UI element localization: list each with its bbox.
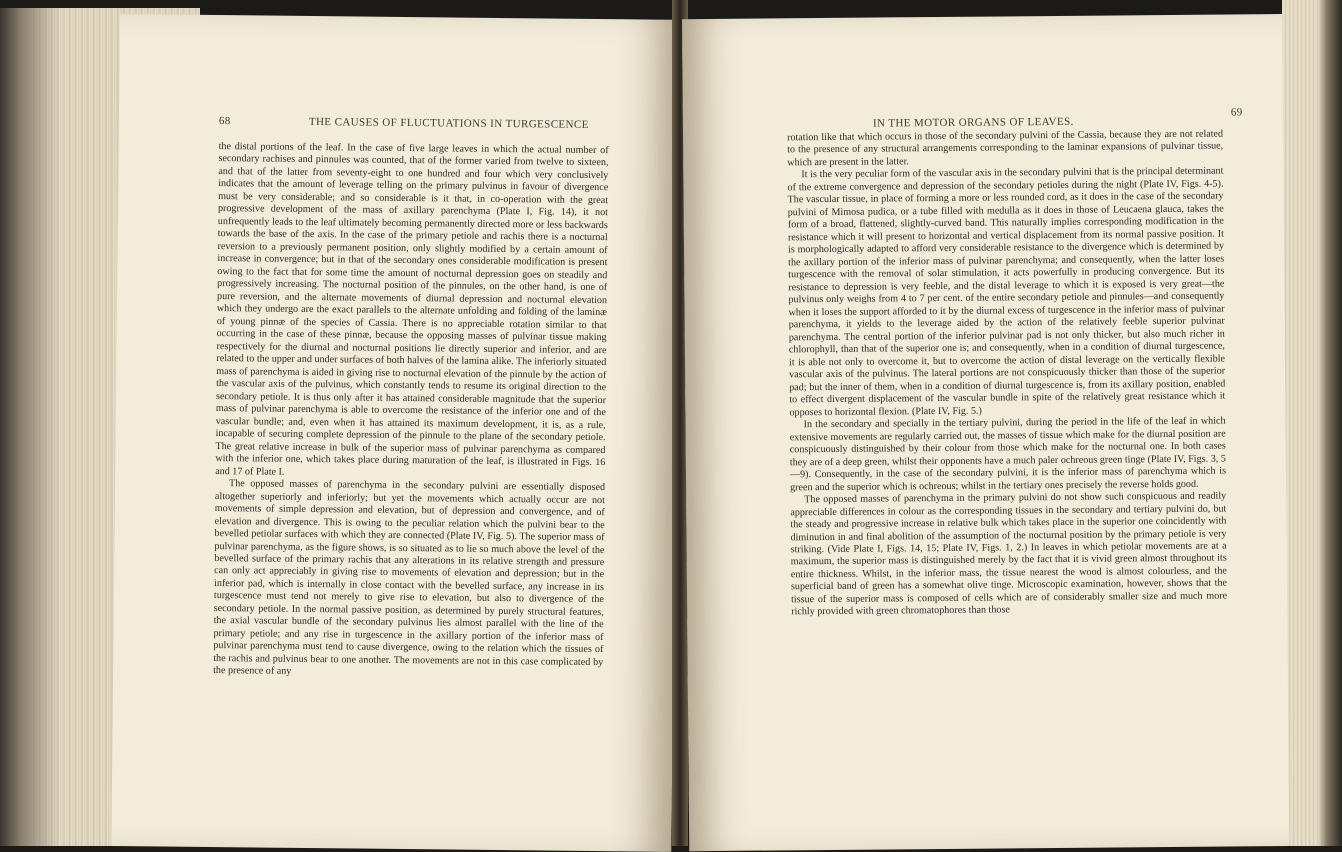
left-cover-shadow: [0, 8, 60, 846]
paragraph: In the secondary and specially in the tertiary pulvini, during the period in the life of the leaf in which extensive movements are regularly carried out, the masses of tissue which make for the diurnal position are conspicuously distinguished by their colour from those which make for the nocturnal one. In both cases they are of a deep green, whilst their opponents have a much paler ochreous green tinge (Plate IV, Figs. 3, 5—9). Consequently, in the case of the secondary pulvini, it is the inferior mass of parenchyma which is green and the superior which is ochreous; whilst in the tertiary ones precisely the reverse holds good.: [789, 415, 1227, 493]
left-page: [111, 14, 680, 852]
right-page: [682, 14, 1289, 851]
right-running-head: IN THE MOTOR ORGANS OF LEAVES.: [872, 115, 1074, 130]
paragraph: The opposed masses of parenchyma in the primary pulvini do not show such conspicuous and readily appreciable differences in colour as the corresponding tissues in the secondary and tertiary pulvini do, but the steady and progressive increase in relative bulk which takes place in the superior one coincidently with diminution in and final abolition of the assumption of the nocturnal position by the primary petiole is very striking. (Vide Plate I, Figs. 14, 15; Plate IV, Figs. 1, 2.) In leaves in which petiolar movements are at a maximum, the superior mass is distinguished merely by the fact that it is vivid green almost throughout its entire thickness. Whilst, in the inferior mass, the tissue nearest the wood is almost colourless, and the superficial band of green has a somewhat olive tinge. Microscopic examination, however, shows that the tissue of the superior mass is composed of cells which are of considerably smaller size and much more richly provided with green chromatophores than those: [790, 490, 1228, 618]
right-page-body: [787, 129, 1227, 620]
paragraph: rotation like that which occurs in those of the secondary pulvini of the Cassia, because they are not related to the presence of any structural arrangements corresponding to the laminar expansions of pulvinar tissue, which are present in the latter.: [787, 128, 1224, 169]
paragraph: It is the very peculiar form of the vascular axis in the secondary pulvini that is the principal determinant of the extreme convergence and depression of the secondary petioles during the night (Plate IV, Figs. 4-5). The vascular tissue, in place of forming a more or less rounded cord, as it does in the case of the secondary pulvini of Mimosa pudica, or a tube filled with medulla as it does in those of Leucaena glauca, takes the form of a broad, flattened, slightly-curved band. This naturally implies corresponding modification in the resistance which it will present to horizontal and vertical displacement from its normal passive position. It is morphologically adapted to afford very considerable resistance to the divergence which is determined by the axillary portion of the inferior mass of pulvinar parenchyma; and consequently, when the latter loses turgescence with the removal of solar stimulation, it acts powerfully in producing convergence. But its resistance to depression is very feeble, and the distal leverage to which it is exposed is very great—the pulvinus only weighs from 4 to 7 per cent. of the entire secondary petiole and pinnules—and consequently when it loses the support afforded to it by the diurnal excess of turgescence in the inferior mass of pulvinar parenchyma, it yields to the leverage aided by the action of the relatively feeble superior pulvinar parenchyma. The central portion of the inferior pulvinar pad is not only thicker, but also much richer in chlorophyll, than that of the superior one is; and consequently, when in a condition of diurnal turgescence, it is able not only to overcome it, but to overcome the action of distal leverage on the vertically flexible vascular axis of the pulvinus. The lateral portions are not conspicuously thicker than those of the superior pad; but the inner of them, when in a condition of diurnal turgescence is, from its axillary position, enabled to effect divergent displacement of the vascular bundle in spite of the relatively great resistance which it opposes to horizontal flexion. (Plate IV, Fig. 5.): [787, 165, 1226, 418]
paragraph: the distal portions of the leaf. In the case of five large leaves in which the actual number of secondary rachises and pinnules was counted, that of the former varied from twelve to sixteen, and that of the latter from seventy-eight to one hundred and four which very conclusively indicates that the amount of leverage telling on the primary pulvinus in favour of divergence must be very considerable; and so considerable is it that, in co-operation with the great progressive development of the mass of axillary parenchyma (Plate I, Fig. 14), it not unfrequently leads to the leaf ultimately becoming permanently directed more or less backwards towards the base of the axis. In the case of the primary petiole and rachis there is a nocturnal reversion to a previously permanent position, only slightly modified by a certain amount of increase in convergence; but in that of the secondary ones considerable modification is present owing to the fact that for some time the amount of nocturnal depression goes on steadily and progressively increasing. The nocturnal position of the pinnules, on the other hand, is one of pure reversion, and the alternate movements of diurnal depression and nocturnal elevation which they undergo are the exact parallels to the alternate unfolding and folding of the laminæ of young pinnæ of the species of Cassia. There is no appreciable rotation similar to that occurring in the case of these pinnæ, because the opposing masses of pulvinar tissue making respectively for the diurnal and nocturnal positions lie directly superior and inferior, and are related to the upper and under surfaces of both halves of the lamina alike. The inferiorly situated mass of parenchyma is aided in giving rise to nocturnal elevation of the pinnule by the action of the vascular axis of the pulvinus, which constantly tends to resume its original direction to the secondary petiole. It is thus only after it has attained considerable magnitude that the superior mass of pulvinar parenchyma is able to overcome the resistance of the inferior one and of the vascular bundle; and, even when it has attained its maximum development, it is, as a rule, incapable of securing complete depression of the pinnule to the plane of the secondary petiole. The great relative increase in bulk of the superior mass of pulvinar parenchyma as compared with the inferior one, which takes place during maturation of the leaf, is illustrated in Figs. 16 and 17 of Plate I.: [215, 141, 609, 478]
right-page-number: 69: [1230, 106, 1243, 119]
right-cover-shadow: [1318, 0, 1342, 846]
left-running-head: THE CAUSES OF FLUCTUATIONS IN TURGESCENCE: [308, 115, 589, 131]
left-page-number: 68: [218, 115, 231, 128]
left-page-body: [213, 141, 609, 682]
paragraph: The opposed masses of parenchyma in the secondary pulvini are essentially disposed altogether superiorly and inferiorly; but yet the movements which actually occur are not movements of simple depression and elevation, but of depression and convergence, and of elevation and divergence. This is owing to the peculiar relation which the pulvini bear to the bevelled petiolar surfaces with which they are connected (Plate IV, Fig. 5). The superior mass of pulvinar parenchyma, as the figure shows, is so situated as to lie so much above the level of the bevelled surface of the primary rachis that any alterations in its relative strength and pressure can only act appreciably in giving rise to movements of elevation and depression; but in the inferior pad, which is internally in close contact with the bevelled surface, any increase in its turgescence must tend not merely to give rise to elevation, but also to divergence of the secondary petiole. In the normal passive position, as determined by purely structural features, the axial vascular bundle of the secondary pulvinus lies almost parallel with the line of the primary petiole; and any rise in turgescence in the axillary portion of the inferior mass of pulvinar parenchyma must tend to cause divergence, owing to the relation which the tissues of the rachis and pulvinus bear to one another. The movements are not in this case complicated by the presence of any: [213, 478, 606, 678]
